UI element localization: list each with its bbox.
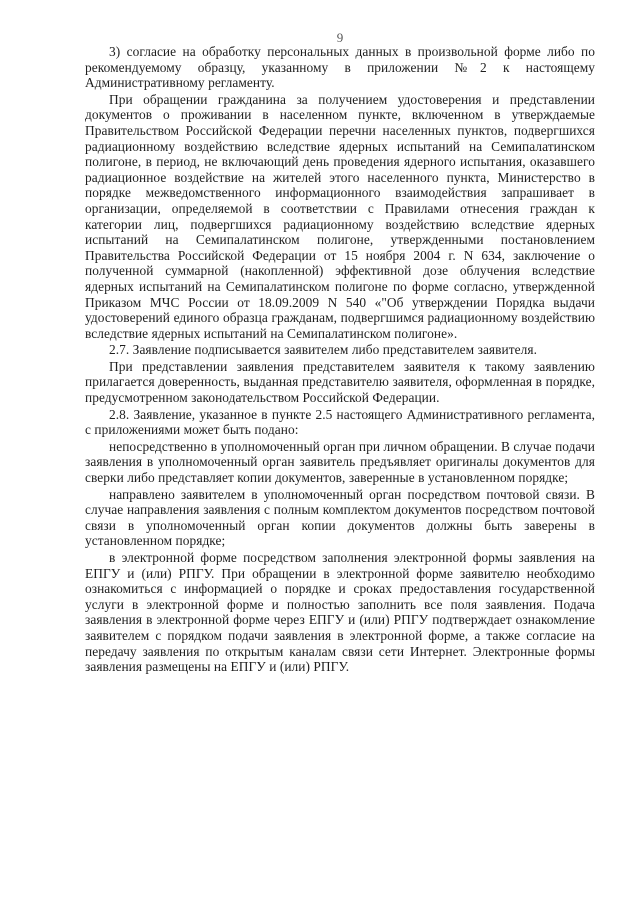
paragraph-power-of-attorney: При представлении заявления представителем заявителя к такому заявлению прилагается доверенность, выданная представителю заявителя, оформленная в порядке, предусмотренном законодательством Российской Федерации. bbox=[85, 358, 595, 406]
paragraph-by-mail: направлено заявителем в уполномоченный орган посредством почтовой связи. В случае направления заявления с полным комплектом документов посредством почтовой связи в уполномоченный орган копии документов должны быть заверены в установленном порядке; bbox=[85, 486, 595, 549]
page-number: 9 bbox=[336, 30, 344, 45]
paragraph-2-8: 2.8. Заявление, указанное в пункте 2.5 настоящего Административного регламента, с приложениями может быть подано: bbox=[85, 406, 595, 438]
paragraph-2-7: 2.7. Заявление подписывается заявителем либо представителем заявителя. bbox=[109, 342, 537, 358]
paragraph-interagency-request: При обращении гражданина за получением удостоверения и представлении документов о проживании в населенном пункте, включенном в утверждаемые Правительством Российской Федерации перечни населенных пунктов, подвергшихся радиационному воздействию вследствие ядерных испытаний на Семипалатинском полигоне, в период, не включающий день проведения ядерного испытания, оказавшего радиационное воздействие на жителей этого населенного пункта, Министерство в порядке межведомственного информационного взаимодействия запрашивает в организации, определяемой в соответствии с Правилами отнесения граждан к категории лиц, подвергшихся радиационному воздействию вследствие ядерных испытаний на Семипалатинском полигоне, утвержденными постановлением Правительства Российской Федерации от 15 ноября 2004 г. N 634, заключение о полученной суммарной (накопленной) эффективной дозе облучения вследствие ядерных испытаний на Семипалатинском полигоне по форме согласно, утвержденной Приказом МЧС России от 18.09.2009 N 540 «"Об утверждении Порядка выдачи удостоверений единого образца гражданам, подвергшимся радиационному воздействию вследствие ядерных испытаний на Семипалатинском полигоне». bbox=[85, 91, 595, 341]
paragraph-in-person: непосредственно в уполномоченный орган при личном обращении. В случае подачи заявления в уполномоченный орган заявитель предъявляет оригиналы документов для сверки либо представляет копии документов, заверенные в установленном порядке; bbox=[85, 438, 595, 486]
paragraph-electronic: в электронной форме посредством заполнения электронной формы заявления на ЕПГУ и (или) РПГУ. При обращении в электронной форме заявителю необходимо ознакомиться с информацией о порядке и сроках предоставления государственной услуги в электронной форме и полностью заполнить все поля заявления. Подача заявления в электронной форме через ЕПГУ и (или) РПГУ подтверждает ознакомление заявителем с порядком подачи заявления в электронной форме, а также согласие на передачу заявления по открытым каналам связи сети Интернет. Электронные формы заявления размещены на ЕПГУ и (или) РПГУ. bbox=[85, 550, 595, 675]
paragraph-consent: 3) согласие на обработку персональных данных в произвольной форме либо по рекомендуемому образцу, указанному в приложении №2 к настоящему Административному регламенту. bbox=[85, 44, 595, 91]
